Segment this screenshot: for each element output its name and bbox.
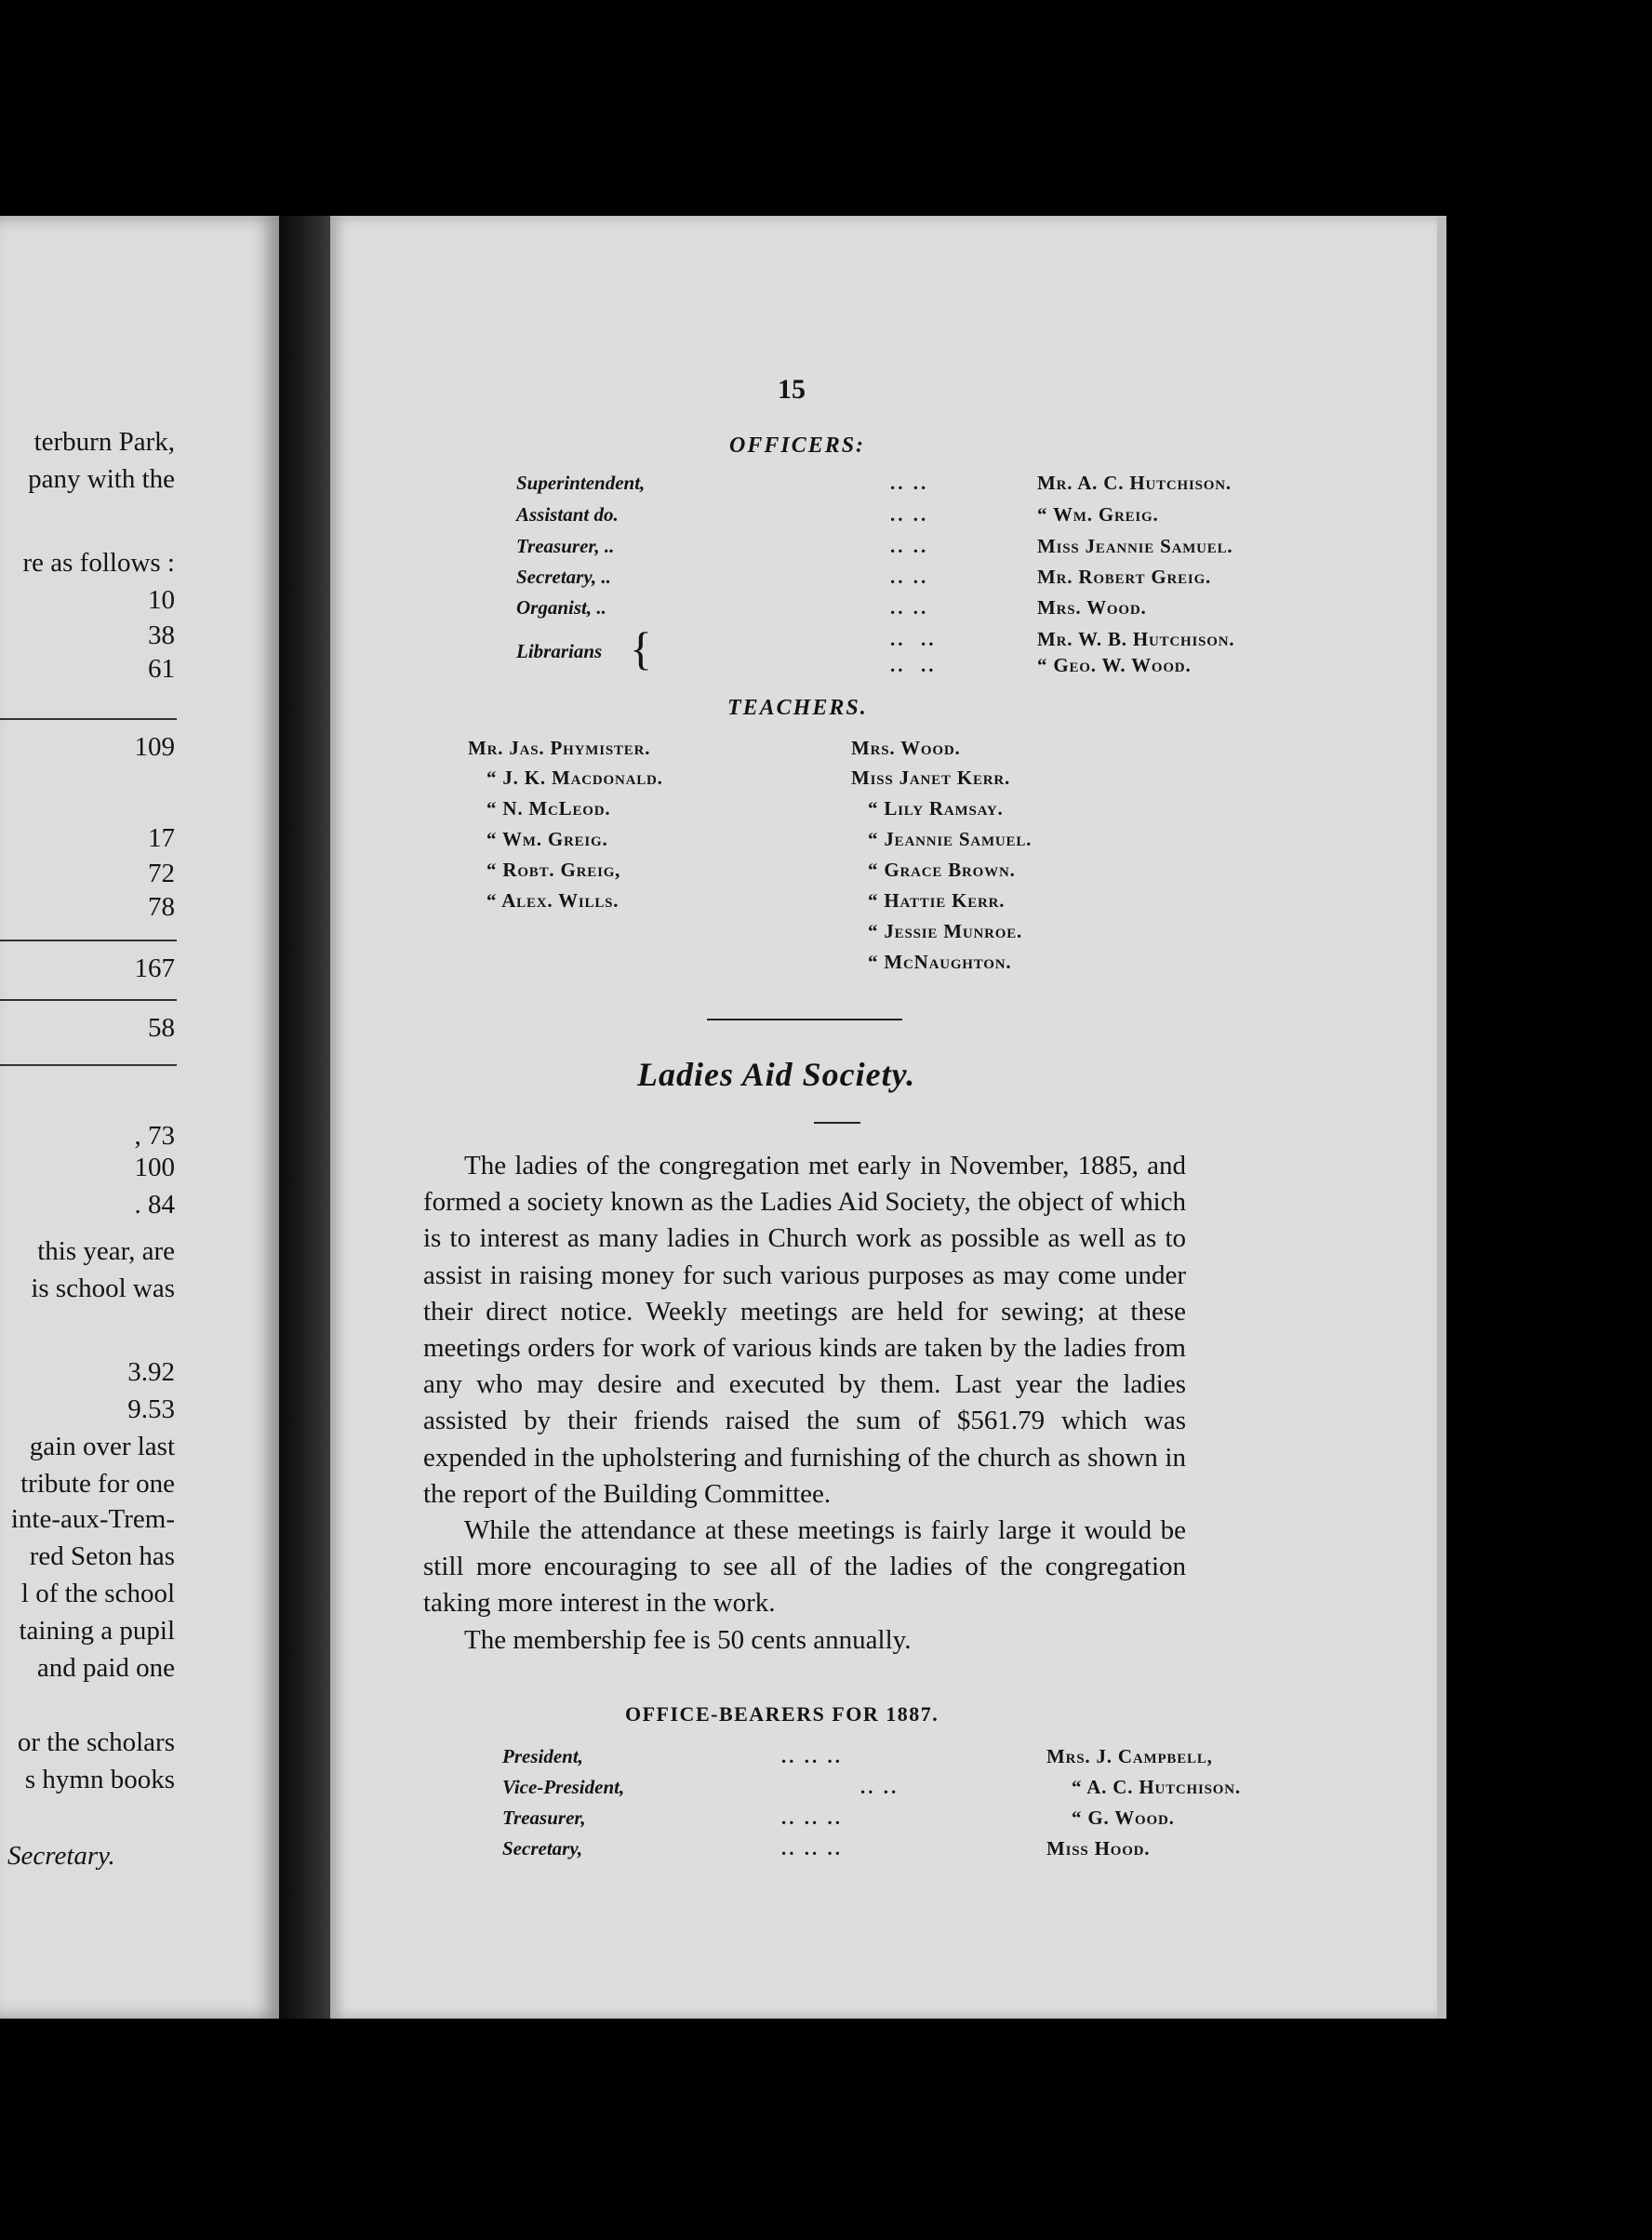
teacher-name: “ Grace Brown. <box>868 859 1016 881</box>
office-bearer-row <box>502 1836 1209 1862</box>
officer-row <box>516 502 1167 528</box>
officer-name: Miss Jeannie Samuel. <box>1037 535 1233 557</box>
leader-dots: .. .. <box>890 503 929 526</box>
left-page-signature: Secretary. <box>7 1841 115 1871</box>
book-gutter <box>279 216 330 2019</box>
office-bearers-heading: OFFICE-BEARERS FOR 1887. <box>625 1702 939 1726</box>
officer-role: Secretary, .. <box>516 566 611 588</box>
librarian-name-text: Mr. W. B. Hutchison. <box>1037 628 1235 650</box>
left-page-line: or the scholars <box>17 1727 175 1757</box>
left-page-line: 10 <box>148 585 175 615</box>
officer-row <box>516 565 1212 591</box>
office-bearer-name: “ A. C. Hutchison. <box>1072 1776 1241 1798</box>
librarians-label: Librarians <box>516 640 603 662</box>
right-page <box>330 216 1437 2019</box>
left-page-line: tribute for one <box>20 1469 175 1499</box>
leader-dots: .. .. .. <box>781 1745 843 1767</box>
sum-rule <box>0 940 177 941</box>
officer-role: Organist, .. <box>516 596 606 619</box>
teacher-name: “ Jessie Munroe. <box>868 920 1023 942</box>
office-bearer-role: Secretary, <box>502 1837 583 1860</box>
left-page-line: 100 <box>134 1153 175 1182</box>
librarian-name <box>1037 653 1192 677</box>
officer-name: Mrs. Wood. <box>1037 596 1147 619</box>
office-bearer-role: President, <box>502 1745 583 1767</box>
teacher-name: Mr. Jas. Phymister. <box>468 737 651 759</box>
leader-dots: .. .. <box>890 596 929 619</box>
left-page-line: 9.53 <box>127 1394 175 1424</box>
left-page-line: and paid one <box>36 1653 175 1683</box>
left-page-line: re as follows : <box>22 548 175 578</box>
office-bearer-name: “ G. Wood. <box>1072 1807 1175 1829</box>
teacher-name: “ McNaughton. <box>868 951 1012 973</box>
page-number: 15 <box>778 374 806 405</box>
left-page-line: . 84 <box>134 1190 175 1220</box>
left-page-line: gain over last <box>29 1432 175 1461</box>
office-bearer-role: Treasurer, <box>502 1807 586 1829</box>
officer-row <box>516 595 1167 621</box>
left-page-line: 58 <box>148 1013 175 1043</box>
sum-rule <box>0 999 177 1001</box>
brace-icon: { <box>630 622 652 674</box>
left-page-line: s hymn books <box>24 1765 175 1794</box>
sum-rule <box>0 718 177 720</box>
left-page-line: this year, are <box>37 1236 175 1266</box>
society-body <box>423 1148 1186 1659</box>
teacher-name: “ N. McLeod. <box>486 797 611 820</box>
left-page-line: l of the school <box>20 1579 175 1608</box>
office-bearer-name: Mrs. J. Campbell, <box>1046 1745 1213 1767</box>
body-paragraph: The ladies of the congregation met early in November, 1885, and formed a society known as the Ladies Aid Society, the object of which is to interest as many ladies in Church work as possible as well as to assist in raising money for such various purposes as may come under their direct notice. Weekly meetings are held for sewing; at these meetings orders for work of various kinds are taken by the ladies from any who may desire and executed by them. Last year the ladies assisted by their friends raised the sum of $561.79 which was expended in the upholstering and furnishing of the church as shown in the report of the Building Committee. <box>423 1151 1186 1509</box>
office-bearer-row <box>502 1775 1241 1801</box>
leader-dots: .. .. <box>890 654 937 676</box>
office-bearer-role: Vice-President, <box>502 1776 625 1798</box>
officer-role: Treasurer, .. <box>516 535 615 557</box>
left-page-line: taining a pupil <box>19 1616 175 1646</box>
title-underline <box>814 1122 860 1124</box>
office-bearer-row <box>502 1744 1213 1770</box>
librarian-name <box>1037 627 1234 651</box>
left-page-line: 17 <box>148 823 175 853</box>
officer-name: Mr. Robert Greig. <box>1037 566 1212 588</box>
officer-row <box>516 471 1232 497</box>
left-page-line: 72 <box>148 859 175 888</box>
left-page-line: terburn Park, <box>33 427 175 457</box>
left-page-line: 3.92 <box>127 1357 175 1387</box>
teacher-name: “ Hattie Kerr. <box>868 889 1006 912</box>
officer-role: Superintendent, <box>516 472 646 494</box>
section-divider <box>707 1019 902 1020</box>
left-page-line: 78 <box>148 892 175 922</box>
teacher-name: “ Robt. Greig, <box>486 859 621 881</box>
left-page-line: , 73 <box>134 1121 175 1151</box>
librarian-name-text: “ Geo. W. Wood. <box>1037 654 1192 676</box>
leader-dots: .. .. <box>860 1776 899 1798</box>
teacher-name: “ Jeannie Samuel. <box>868 828 1032 850</box>
left-page-line: inte-aux-Trem- <box>10 1504 175 1534</box>
page-edge <box>1437 216 1446 2019</box>
left-page-line: 38 <box>148 620 175 650</box>
section-title: Ladies Aid Society. <box>637 1056 916 1093</box>
office-bearer-name: Miss Hood. <box>1046 1837 1151 1860</box>
teacher-name: “ J. K. Macdonald. <box>486 767 663 789</box>
officer-name: “ Wm. Greig. <box>1037 503 1159 526</box>
left-page-line: 109 <box>134 732 175 762</box>
officers-heading: OFFICERS: <box>729 433 866 458</box>
sum-rule <box>0 1064 177 1066</box>
leader-dots: .. .. .. <box>781 1807 843 1829</box>
teacher-name: “ Lily Ramsay. <box>868 797 1004 820</box>
left-page-line: red Seton has <box>29 1541 175 1571</box>
teacher-name: Mrs. Wood. <box>851 737 961 759</box>
teachers-heading: TEACHERS. <box>727 696 868 720</box>
left-page-line: 167 <box>134 953 175 983</box>
officer-row <box>516 534 1233 560</box>
leader-dots: .. .. <box>890 628 937 650</box>
body-paragraph: While the attendance at these meetings is fairly large it would be still more encouraging to see all of the ladies of the congregation taking more interest in the work. <box>423 1515 1186 1619</box>
teacher-name: Miss Janet Kerr. <box>851 767 1011 789</box>
officer-name: Mr. A. C. Hutchison. <box>1037 472 1232 494</box>
body-paragraph: The membership fee is 50 cents annually. <box>464 1624 912 1655</box>
leader-dots: .. .. .. <box>781 1837 843 1860</box>
officer-role: Assistant do. <box>516 503 619 526</box>
teacher-name: “ Alex. Wills. <box>486 889 620 912</box>
left-page-fragment <box>0 216 279 2019</box>
left-page-line: 61 <box>148 654 175 684</box>
leader-dots: .. .. <box>890 472 929 494</box>
leader-dots: .. .. <box>890 566 929 588</box>
leader-dots: .. .. <box>890 535 929 557</box>
left-page-line: is school was <box>31 1273 175 1303</box>
office-bearer-row <box>502 1806 1209 1832</box>
left-page-line: pany with the <box>28 464 175 494</box>
teacher-name: “ Wm. Greig. <box>486 828 608 850</box>
